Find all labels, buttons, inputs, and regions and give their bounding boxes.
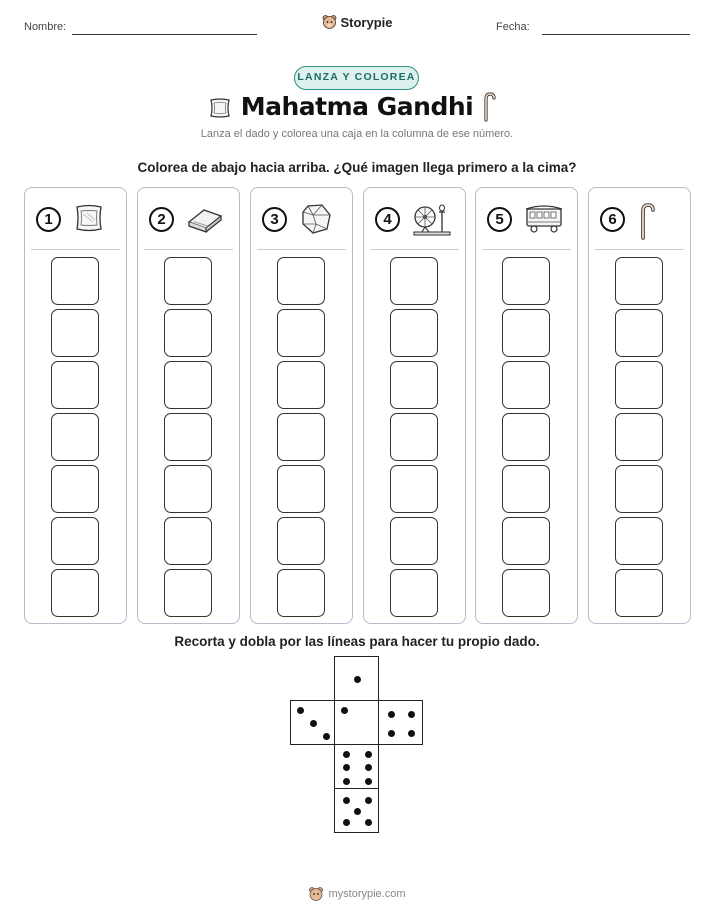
color-box[interactable] — [502, 309, 550, 357]
color-box[interactable] — [277, 309, 325, 357]
color-box[interactable] — [51, 309, 99, 357]
title-row — [0, 92, 714, 126]
column-divider — [144, 249, 233, 250]
cloth-icon — [73, 202, 105, 239]
die-face-1 — [334, 656, 379, 701]
column-number: 2 — [149, 207, 174, 232]
die-pip — [341, 707, 348, 714]
bear-mascot-icon — [321, 14, 337, 30]
activity-badge: LANZA Y COLOREA — [294, 66, 419, 90]
color-box[interactable] — [502, 517, 550, 565]
color-box[interactable] — [615, 465, 663, 513]
die-pip — [343, 797, 350, 804]
name-field[interactable] — [72, 34, 257, 35]
spinning-wheel-icon — [412, 202, 452, 243]
train-car-icon — [524, 202, 564, 239]
color-box[interactable] — [164, 413, 212, 461]
column-header — [372, 202, 458, 238]
name-label: Nombre: — [24, 21, 67, 33]
column-divider — [257, 249, 346, 250]
color-box[interactable] — [615, 309, 663, 357]
color-box[interactable] — [164, 569, 212, 617]
die-pip — [343, 778, 350, 785]
column-divider — [31, 249, 120, 250]
walking-stick-icon — [637, 202, 657, 245]
die-pip — [343, 819, 350, 826]
color-box[interactable] — [51, 517, 99, 565]
color-box[interactable] — [277, 517, 325, 565]
color-box[interactable] — [615, 569, 663, 617]
die-pip — [365, 778, 372, 785]
die-face-2 — [290, 700, 335, 745]
die-pip — [365, 751, 372, 758]
die-pip — [408, 711, 415, 718]
color-box[interactable] — [164, 309, 212, 357]
column-divider — [595, 249, 684, 250]
column-header — [484, 202, 570, 238]
color-box[interactable] — [277, 465, 325, 513]
walking-stick-icon — [482, 92, 498, 122]
footer — [0, 886, 714, 902]
book-icon — [186, 202, 224, 239]
die-pip — [323, 733, 330, 740]
color-box[interactable] — [277, 569, 325, 617]
color-box[interactable] — [390, 309, 438, 357]
die-pip — [297, 707, 304, 714]
cut-instruction: Recorta y dobla por las líneas para hacer tu propio dado. — [174, 634, 540, 649]
color-box[interactable] — [164, 517, 212, 565]
column-number: 4 — [375, 207, 400, 232]
column-number: 1 — [36, 207, 61, 232]
header — [24, 14, 690, 40]
column-5 — [475, 187, 578, 624]
die-pip — [343, 751, 350, 758]
color-box[interactable] — [164, 361, 212, 409]
color-box[interactable] — [615, 413, 663, 461]
brand-logo — [321, 14, 392, 30]
color-box[interactable] — [390, 465, 438, 513]
color-box[interactable] — [390, 257, 438, 305]
color-box[interactable] — [502, 257, 550, 305]
column-header — [597, 202, 683, 238]
color-box[interactable] — [277, 413, 325, 461]
color-box[interactable] — [51, 465, 99, 513]
column-6 — [588, 187, 691, 624]
brand-name: Storypie — [340, 14, 393, 30]
instruction: Colorea de abajo hacia arriba. ¿Qué imagen llega primero a la cima? — [137, 160, 577, 175]
die-pip — [343, 764, 350, 771]
race-columns — [24, 187, 690, 624]
column-1 — [24, 187, 127, 624]
column-number: 3 — [262, 207, 287, 232]
color-box[interactable] — [615, 257, 663, 305]
column-number: 5 — [487, 207, 512, 232]
column-2 — [137, 187, 240, 624]
salt-crystal-icon — [299, 202, 333, 241]
die-pip — [408, 730, 415, 737]
color-box[interactable] — [51, 569, 99, 617]
column-header — [33, 202, 119, 238]
column-header — [146, 202, 232, 238]
die-face-3 — [334, 700, 379, 745]
date-field[interactable] — [542, 34, 690, 35]
die-pip — [365, 764, 372, 771]
color-box[interactable] — [164, 465, 212, 513]
die-pip — [310, 720, 317, 727]
color-box[interactable] — [390, 361, 438, 409]
color-box[interactable] — [502, 361, 550, 409]
color-box[interactable] — [277, 361, 325, 409]
column-divider — [482, 249, 571, 250]
color-box[interactable] — [51, 257, 99, 305]
die-pip — [365, 819, 372, 826]
date-label: Fecha: — [496, 21, 530, 33]
color-box[interactable] — [390, 569, 438, 617]
column-number: 6 — [600, 207, 625, 232]
die-pip — [388, 711, 395, 718]
color-box[interactable] — [390, 517, 438, 565]
column-divider — [370, 249, 459, 250]
color-box[interactable] — [615, 361, 663, 409]
color-box[interactable] — [51, 413, 99, 461]
color-box[interactable] — [502, 413, 550, 461]
die-face-4 — [378, 700, 423, 745]
color-box[interactable] — [277, 257, 325, 305]
die-pip — [354, 808, 361, 815]
color-box[interactable] — [164, 257, 212, 305]
die-pip — [354, 676, 361, 683]
bear-mascot-icon — [308, 886, 324, 902]
page-title: Mahatma Gandhi — [240, 92, 474, 121]
column-4 — [363, 187, 466, 624]
die-pip — [388, 730, 395, 737]
column-3 — [250, 187, 353, 624]
column-header — [259, 202, 345, 238]
die-pip — [365, 797, 372, 804]
color-box[interactable] — [615, 517, 663, 565]
footer-url[interactable]: mystorypie.com — [328, 888, 406, 900]
color-box[interactable] — [502, 569, 550, 617]
color-box[interactable] — [502, 465, 550, 513]
color-box[interactable] — [390, 413, 438, 461]
color-box[interactable] — [51, 361, 99, 409]
die-face-5 — [334, 744, 379, 789]
die-face-6 — [334, 788, 379, 833]
subtitle: Lanza el dado y colorea una caja en la columna de ese número. — [200, 128, 514, 140]
